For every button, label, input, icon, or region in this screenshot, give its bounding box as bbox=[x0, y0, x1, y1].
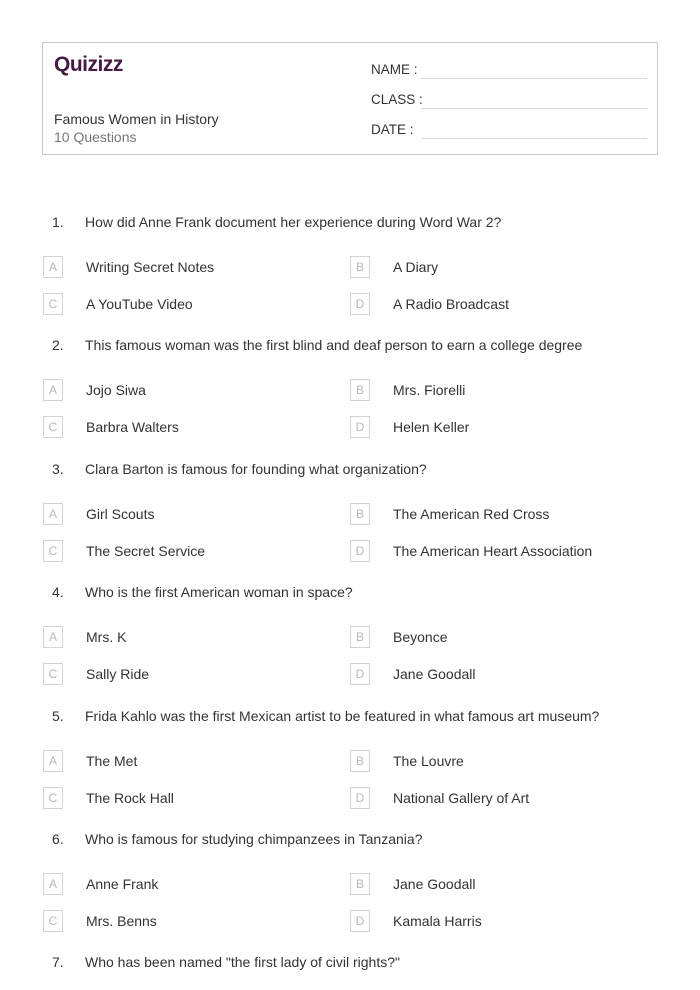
option-letter-box: D bbox=[350, 663, 370, 685]
question-number: 3. bbox=[52, 460, 64, 477]
option-letter-box: B bbox=[350, 750, 370, 772]
date-line bbox=[421, 138, 647, 139]
option-text: National Gallery of Art bbox=[393, 789, 530, 806]
question-text: Clara Barton is famous for founding what organization? bbox=[85, 460, 427, 477]
option-text: Mrs. Benns bbox=[86, 913, 157, 929]
option-letter-box: C bbox=[43, 540, 63, 562]
question-text: Who is famous for studying chimpanzees in Tanzania? bbox=[85, 831, 423, 847]
class-field[interactable] bbox=[371, 89, 647, 109]
option-text: The American Red Cross bbox=[393, 505, 550, 522]
option-letter-box: C bbox=[43, 416, 63, 438]
option-letter-box: C bbox=[43, 293, 63, 315]
option-letter-box: D bbox=[350, 787, 370, 809]
question-text: This famous woman was the first blind and deaf person to earn a college degree bbox=[85, 337, 583, 354]
option-text: Barbra Walters bbox=[86, 419, 179, 436]
option-text: Helen Keller bbox=[393, 419, 470, 436]
question-number: 6. bbox=[52, 831, 64, 847]
option-letter-box: D bbox=[350, 293, 370, 315]
option-letter-box: D bbox=[350, 416, 370, 438]
option-letter-box: C bbox=[43, 787, 63, 809]
option-text: The American Heart Association bbox=[393, 542, 593, 559]
option-letter-box: D bbox=[350, 540, 370, 562]
class-label: CLASS : bbox=[371, 92, 423, 107]
name-line bbox=[421, 78, 647, 79]
option-letter-box: B bbox=[350, 873, 370, 895]
date-field[interactable] bbox=[371, 119, 647, 139]
option-letter-box: A bbox=[43, 379, 63, 401]
question-text: Who has been named "the first lady of civil rights?" bbox=[85, 954, 400, 971]
option-text: A YouTube Video bbox=[86, 296, 193, 312]
worksheet-header bbox=[42, 42, 658, 155]
option-letter-box: C bbox=[43, 663, 63, 685]
option-letter-box: B bbox=[350, 379, 370, 401]
option-text: A Radio Broadcast bbox=[393, 296, 509, 312]
question-text: How did Anne Frank document her experience during Word War 2? bbox=[85, 214, 502, 230]
name-field[interactable] bbox=[371, 59, 647, 79]
option-text: The Secret Service bbox=[86, 542, 206, 559]
option-letter-box: A bbox=[43, 626, 63, 648]
option-text: Writing Secret Notes bbox=[86, 259, 215, 275]
option-text: Mrs. K bbox=[86, 629, 127, 646]
option-text: Mrs. Fiorelli bbox=[393, 382, 466, 399]
quizizz-logo: Quizizz bbox=[54, 53, 123, 76]
question-number: 1. bbox=[52, 214, 64, 230]
date-label: DATE : bbox=[371, 122, 414, 137]
option-letter-box: A bbox=[43, 750, 63, 772]
option-text: The Met bbox=[86, 752, 138, 769]
question-text: Who is the first American woman in space? bbox=[85, 584, 353, 601]
option-letter-box: A bbox=[43, 503, 63, 525]
question-text: Frida Kahlo was the first Mexican artist to be featured in what famous art museum? bbox=[85, 707, 600, 724]
class-line bbox=[421, 108, 647, 109]
option-text: Beyonce bbox=[393, 629, 448, 646]
option-letter-box: B bbox=[350, 626, 370, 648]
option-text: Anne Frank bbox=[86, 876, 159, 892]
option-text: Girl Scouts bbox=[86, 505, 155, 522]
question-number: 2. bbox=[52, 337, 64, 354]
option-text: Sally Ride bbox=[86, 666, 150, 683]
option-letter-box: A bbox=[43, 256, 63, 278]
question-number: 4. bbox=[52, 584, 64, 601]
option-text: The Louvre bbox=[393, 752, 464, 769]
option-letter-box: B bbox=[350, 256, 370, 278]
option-text: Jane Goodall bbox=[393, 666, 476, 683]
option-letter-box: C bbox=[43, 910, 63, 932]
option-text: Kamala Harris bbox=[393, 913, 482, 929]
option-text: Jane Goodall bbox=[393, 876, 476, 892]
question-number: 5. bbox=[52, 707, 64, 724]
name-label: NAME : bbox=[371, 62, 418, 77]
option-text: The Rock Hall bbox=[86, 789, 174, 806]
option-text: A Diary bbox=[393, 259, 439, 275]
option-letter-box: D bbox=[350, 910, 370, 932]
question-count: 10 Questions bbox=[54, 129, 137, 145]
option-text: Jojo Siwa bbox=[86, 382, 146, 399]
option-letter-box: A bbox=[43, 873, 63, 895]
worksheet-title: Famous Women in History bbox=[54, 111, 219, 127]
question-number: 7. bbox=[52, 954, 64, 971]
option-letter-box: B bbox=[350, 503, 370, 525]
